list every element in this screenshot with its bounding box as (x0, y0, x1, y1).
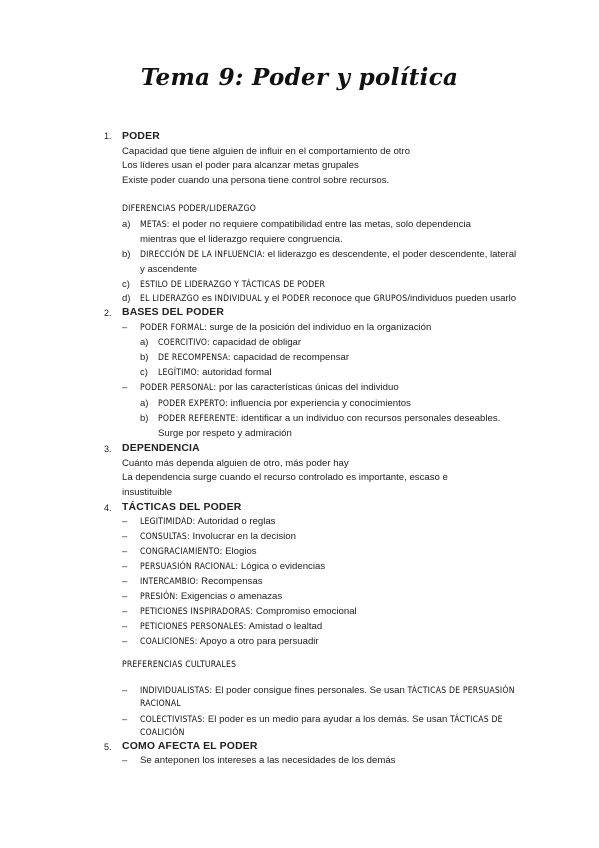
text-line: Se anteponen los intereses a las necesidades de los demás (140, 755, 396, 766)
list-item: PETICIONES INSPIRADORAS: Compromiso emocional (140, 606, 357, 617)
dash-marker: – (122, 516, 128, 527)
list-marker: b) (140, 413, 149, 424)
list-marker: b) (122, 249, 131, 260)
dash-marker: – (122, 606, 128, 617)
list-item: LEGÍTIMO: autoridad formal (158, 367, 272, 378)
list-item: DIRECCIÓN DE LA INFLUENCIA: el liderazgo es descendente, el poder descendente, lateral (140, 249, 517, 260)
subheading: DIFERENCIAS PODER/LIDERAZGO (122, 204, 256, 214)
list-item: EL LIDERAZGO es INDIVIDUAL y el PODER reconoce que GRUPOS/individuos pueden usarlo (140, 293, 517, 304)
dash-marker: – (122, 546, 128, 557)
list-item: PERSUASIÓN RACIONAL: Lógica o evidencias (140, 561, 326, 572)
list-marker: c) (140, 367, 148, 378)
dash-marker: – (122, 714, 128, 725)
dash-marker: – (122, 561, 128, 572)
text-line: Los líderes usan el poder para alcanzar metas grupales (122, 160, 359, 171)
text-line: Existe poder cuando una persona tiene control sobre recursos. (122, 175, 390, 186)
dash-marker: – (122, 322, 128, 333)
list-item: PODER FORMAL: surge de la posición del individuo en la organización (140, 322, 432, 333)
dash-marker: – (122, 636, 128, 647)
list-marker: a) (140, 337, 149, 348)
dash-marker: – (122, 621, 128, 632)
text-line: COALICIÓN (140, 728, 185, 738)
text-line: Surge por respeto y admiración (158, 428, 292, 439)
list-item: PRESIÓN: Exigencias o amenazas (140, 591, 283, 602)
page-title: Tema 9: Poder y política (140, 64, 459, 91)
list-marker: b) (140, 352, 149, 363)
dash-marker: – (122, 576, 128, 587)
text-line: RACIONAL (140, 699, 181, 709)
section-heading: BASES DEL PODER (122, 307, 225, 318)
dash-marker: – (122, 755, 128, 766)
list-item: COERCITIVO: capacidad de obligar (158, 337, 302, 348)
section-number: 3. (104, 444, 112, 454)
list-marker: d) (122, 293, 131, 304)
list-item: PODER REFERENTE: identificar a un individuo con recursos personales deseables. (158, 413, 501, 424)
list-item: ESTILO DE LIDERAZGO Y TÁCTICAS DE PODER (140, 280, 326, 290)
list-item: INDIVIDUALISTAS: El poder consigue fines personales. Se usan TÁCTICAS DE PERSUASIÓN (140, 685, 515, 696)
list-item: INTERCAMBIO: Recompensas (140, 576, 263, 587)
text-line: insustituible (122, 487, 173, 498)
section-number: 1. (104, 131, 112, 141)
list-item: METAS: el poder no requiere compatibilidad entre las metas, solo dependencia (140, 219, 471, 230)
dash-marker: – (122, 531, 128, 542)
list-item: PODER PERSONAL: por las características únicas del individuo (140, 382, 399, 393)
list-item: LEGITIMIDAD: Autoridad o reglas (140, 516, 276, 527)
text-line: y ascendente (140, 264, 198, 275)
section-heading: COMO AFECTA EL PODER (122, 741, 258, 752)
list-item: COALICIONES: Apoyo a otro para persuadir (140, 636, 319, 647)
dash-marker: – (122, 685, 128, 696)
text-line: mientras que el liderazgo requiere congruencia. (140, 234, 343, 245)
dash-marker: – (122, 591, 128, 602)
text-line: La dependencia surge cuando el recurso controlado es importante, escaso e (122, 472, 448, 483)
dash-marker: – (122, 382, 128, 393)
section-heading: TÁCTICAS DEL PODER (122, 502, 242, 513)
list-marker: c) (122, 279, 130, 290)
list-item: COLECTIVISTAS: El poder es un medio para ayudar a los demás. Se usan TÁCTICAS DE (140, 714, 503, 725)
list-item: PODER EXPERTO: influencia por experiencia y conocimientos (158, 398, 411, 409)
list-item: PETICIONES PERSONALES: Amistad o lealtad (140, 621, 323, 632)
section-heading: DEPENDENCIA (122, 443, 200, 454)
section-number: 5. (104, 742, 112, 752)
section-heading: PODER (122, 131, 160, 142)
list-marker: a) (122, 219, 131, 230)
list-item: CONSULTAS: Involucrar en la decision (140, 531, 296, 542)
subheading: PREFERENCIAS CULTURALES (122, 660, 237, 670)
list-item: CONGRACIAMIENTO: Elogios (140, 546, 257, 557)
list-item: DE RECOMPENSA: capacidad de recompensar (158, 352, 350, 363)
text-line: Capacidad que tiene alguien de influir en el comportamiento de otro (122, 146, 410, 157)
list-marker: a) (140, 398, 149, 409)
section-number: 4. (104, 503, 112, 513)
section-number: 2. (104, 308, 112, 318)
text-line: Cuánto más dependa alguien de otro, más poder hay (122, 458, 349, 469)
